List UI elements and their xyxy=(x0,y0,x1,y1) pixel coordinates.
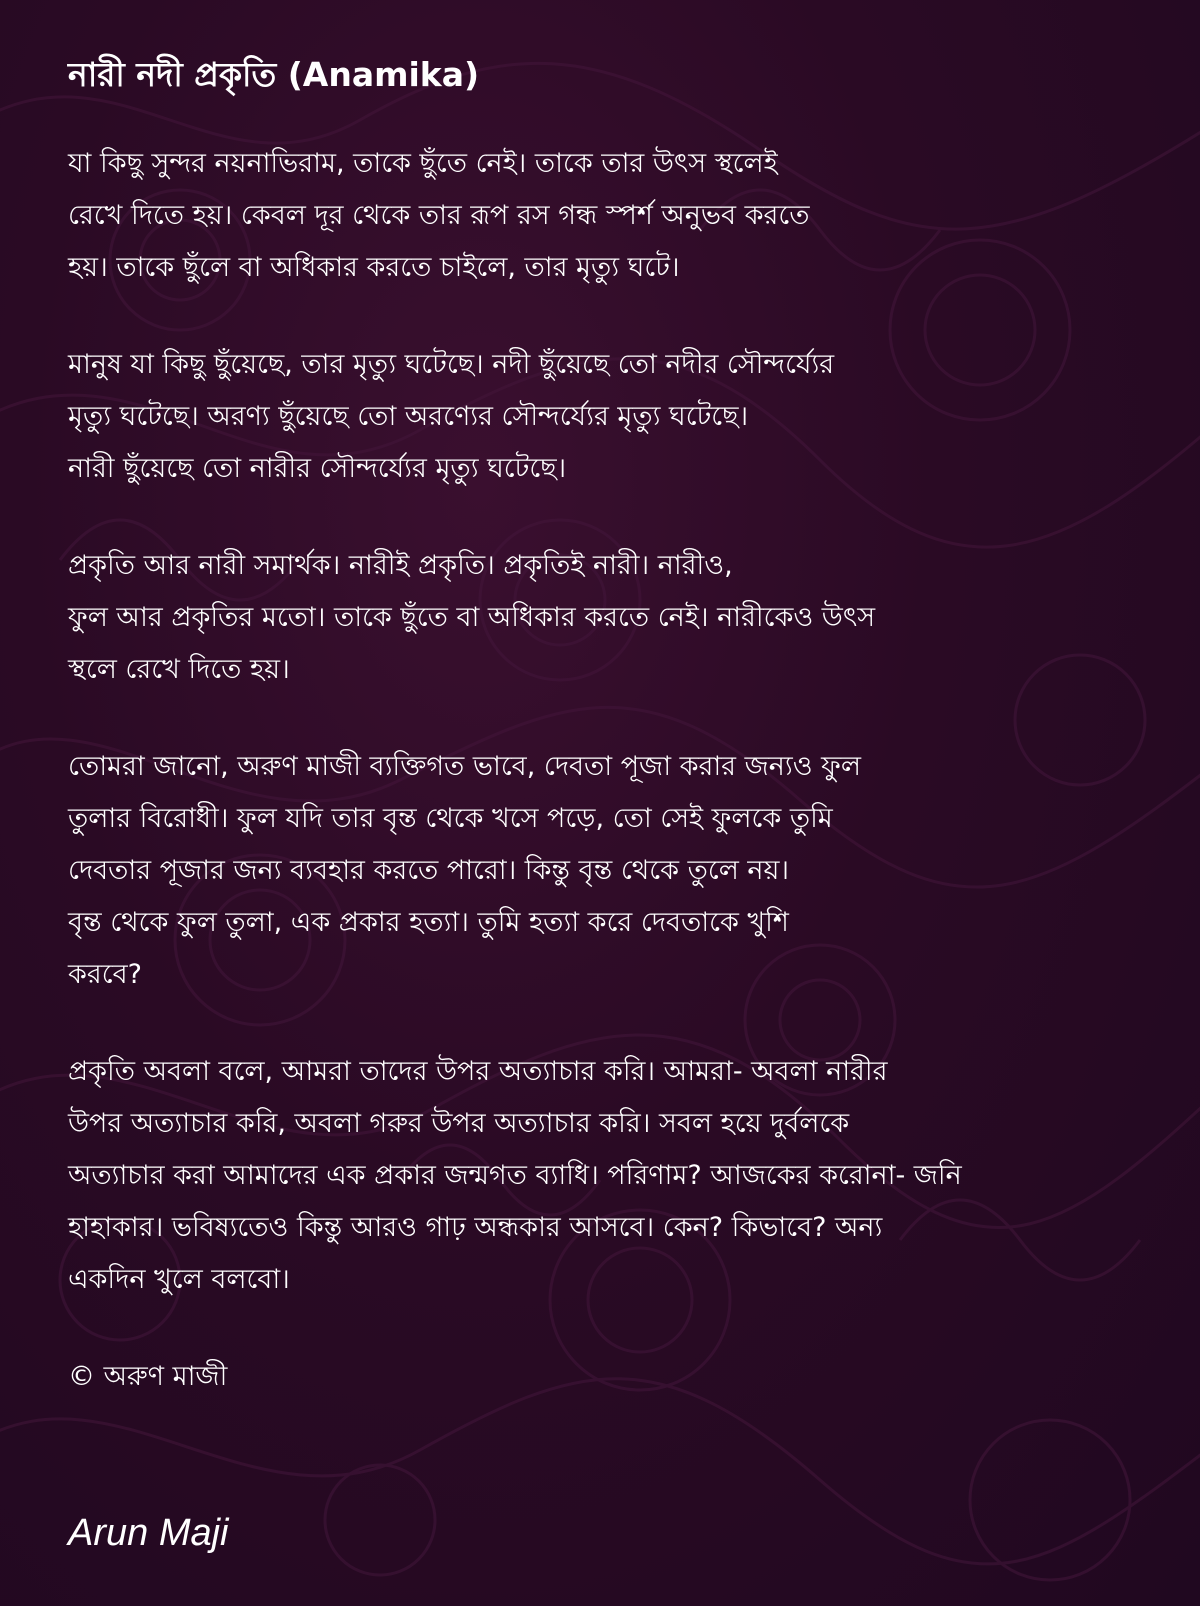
poem-line: স্থলে রেখে দিতে হয়। xyxy=(68,654,290,685)
stanza-2 xyxy=(68,339,1200,495)
poem-line: মৃত্যু ঘটেছে। অরণ্য ছুঁয়েছে তো অরণ্যের সৌন্দর্য্যের মৃত্যু ঘটেছে। xyxy=(68,401,749,432)
poem-line: নারী ছুঁয়েছে তো নারীর সৌন্দর্য্যের মৃত্যু ঘটেছে। xyxy=(68,453,567,484)
poem-line: হয়। তাকে ছুঁলে বা অধিকার করতে চাইলে, তার মৃত্যু ঘটে। xyxy=(68,252,680,283)
copyright-notice: © অরুণ মাজী xyxy=(68,1361,228,1392)
poem-line: দেবতার পূজার জন্য ব্যবহার করতে পারো। কিন্তু বৃন্ত থেকে তুলে নয়। xyxy=(68,855,790,886)
poem-line: ফুল আর প্রকৃতির মতো। তাকে ছুঁতে বা অধিকার করতে নেই। নারীকেও উৎস xyxy=(68,602,876,633)
poem-line: উপর অত্যাচার করি, অবলা গরুর উপর অত্যাচার করি। সবল হয়ে দুর্বলকে xyxy=(68,1108,850,1139)
poem-line: অত্যাচার করা আমাদের এক প্রকার জন্মগত ব্যাধি। পরিণাম? আজকের করোনা- জনি xyxy=(68,1160,962,1191)
stanza-4 xyxy=(68,741,1200,1001)
poem-line: প্রকৃতি আর নারী সমার্থক। নারীই প্রকৃতি। প্রকৃতিই নারী। নারীও, xyxy=(68,550,733,581)
poem-line: তুলার বিরোধী। ফুল যদি তার বৃন্ত থেকে খসে পড়ে, তো সেই ফুলকে তুমি xyxy=(68,803,833,834)
poem-line: মানুষ যা কিছু ছুঁয়েছে, তার মৃত্যু ঘটেছে। নদী ছুঁয়েছে তো নদীর সৌন্দর্য্যের xyxy=(68,349,835,380)
poem-line: রেখে দিতে হয়। কেবল দূর থেকে তার রূপ রস গন্ধ স্পর্শ অনুভব করতে xyxy=(68,200,810,231)
stanza-3 xyxy=(68,540,1200,696)
author-name: Arun Maji xyxy=(68,1512,229,1554)
poem-body xyxy=(68,50,1200,1403)
poem-line: করবে? xyxy=(68,959,142,990)
stanza-1 xyxy=(68,138,1200,294)
poem-line: তোমরা জানো, অরুণ মাজী ব্যক্তিগত ভাবে, দেবতা পূজা করার জন্যও ফুল xyxy=(68,751,862,782)
poem-line: প্রকৃতি অবলা বলে, আমরা তাদের উপর অত্যাচার করি। আমরা- অবলা নারীর xyxy=(68,1056,888,1087)
poem-line: বৃন্ত থেকে ফুল তুলা, এক প্রকার হত্যা। তুমি হত্যা করে দেবতাকে খুশি xyxy=(68,907,789,938)
poem-line: একদিন খুলে বলবো। xyxy=(68,1264,290,1295)
stanza-5 xyxy=(68,1046,1200,1306)
poem-line: যা কিছু সুন্দর নয়নাভিরাম, তাকে ছুঁতে নেই। তাকে তার উৎস স্থলেই xyxy=(68,148,778,179)
poem-line: হাহাকার। ভবিষ্যতেও কিন্তু আরও গাঢ় অন্ধকার আসবে। কেন? কিভাবে? অন্য xyxy=(68,1212,883,1243)
poem-title: নারী নদী প্রকৃতি (Anamika) xyxy=(68,55,480,94)
